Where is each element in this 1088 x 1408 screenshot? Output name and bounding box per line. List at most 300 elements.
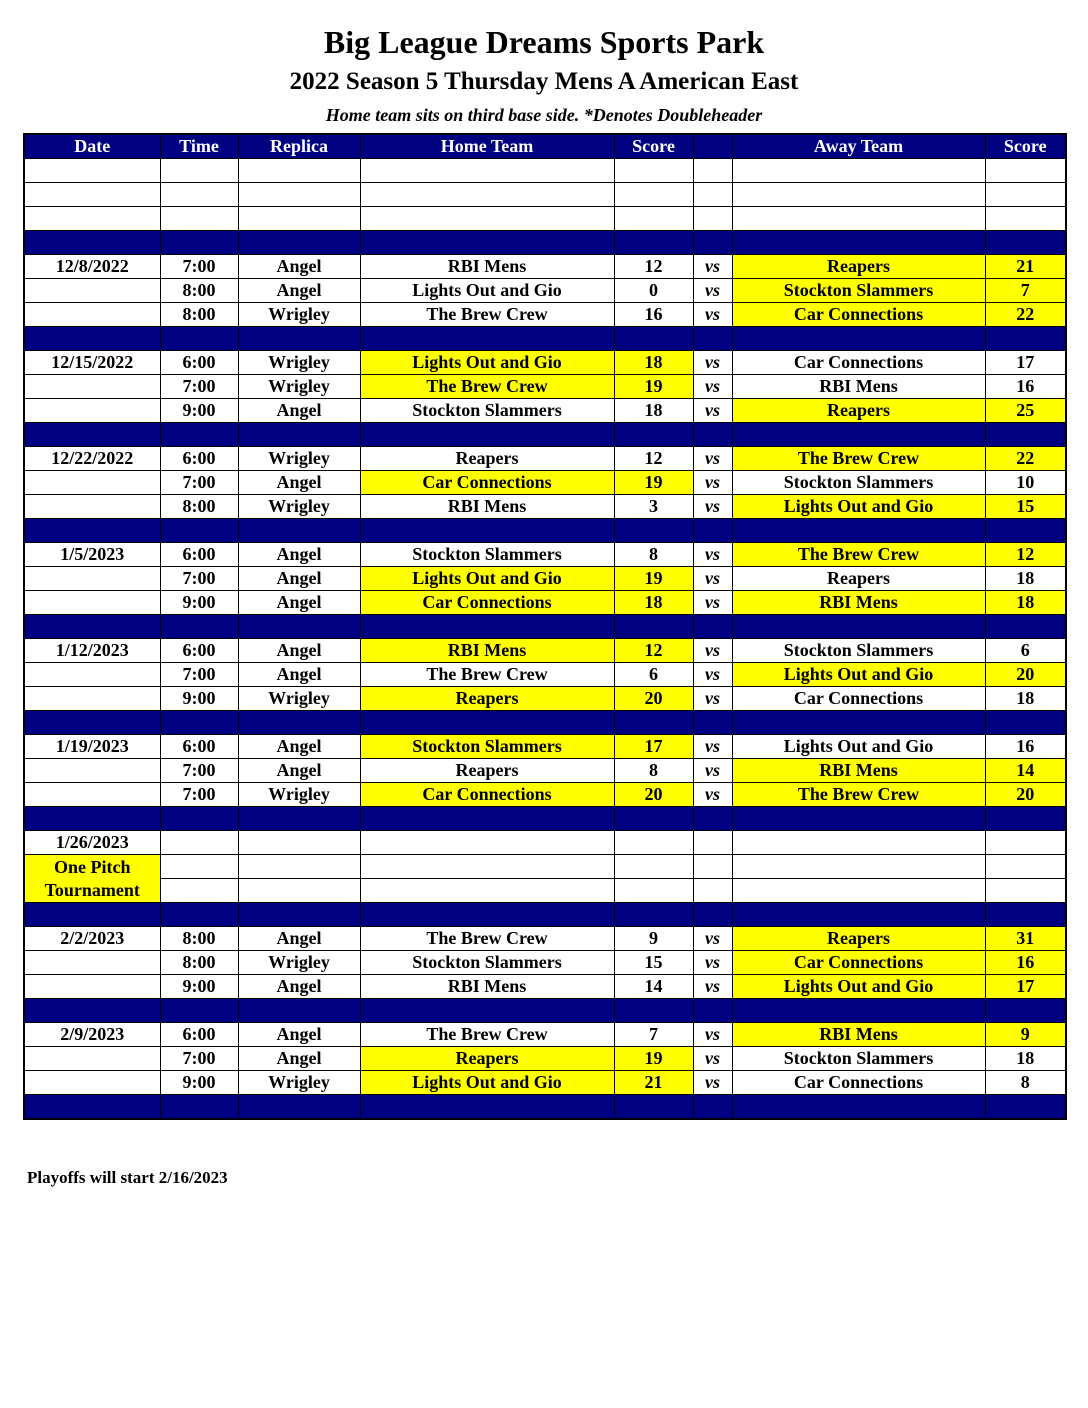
away-team-cell: Reapers bbox=[732, 255, 985, 279]
replica-cell: Angel bbox=[238, 567, 360, 591]
home-team-cell: RBI Mens bbox=[360, 975, 614, 999]
time-cell: 7:00 bbox=[160, 759, 238, 783]
vs-cell: vs bbox=[693, 759, 732, 783]
separator-cell bbox=[160, 903, 238, 927]
date-cell: 1/12/2023 bbox=[24, 639, 160, 663]
schedule-note: Home team sits on third base side. *Denotes Doubleheader bbox=[325, 105, 763, 125]
separator-cell bbox=[614, 519, 693, 543]
home-score-cell: 18 bbox=[614, 399, 693, 423]
game-row bbox=[24, 255, 1066, 279]
replica-cell: Wrigley bbox=[238, 351, 360, 375]
separator-cell bbox=[693, 711, 732, 735]
game-row bbox=[24, 759, 1066, 783]
home-score-cell: 6 bbox=[614, 663, 693, 687]
empty-cell bbox=[732, 831, 985, 855]
separator-cell bbox=[732, 903, 985, 927]
home-score-cell: 21 bbox=[614, 1071, 693, 1095]
date-cell: 12/22/2022 bbox=[24, 447, 160, 471]
time-cell: 7:00 bbox=[160, 471, 238, 495]
replica-cell: Angel bbox=[238, 471, 360, 495]
away-team-cell: Stockton Slammers bbox=[732, 471, 985, 495]
vs-cell: vs bbox=[693, 447, 732, 471]
empty-cell bbox=[160, 159, 238, 183]
game-row bbox=[24, 663, 1066, 687]
home-score-cell: 19 bbox=[614, 375, 693, 399]
col-header-home-team: Home Team bbox=[360, 134, 614, 159]
separator-cell bbox=[693, 519, 732, 543]
vs-cell: vs bbox=[693, 663, 732, 687]
vs-cell: vs bbox=[693, 303, 732, 327]
date-cell: 1/5/2023 bbox=[24, 543, 160, 567]
empty-cell bbox=[360, 207, 614, 231]
home-team-cell: Stockton Slammers bbox=[360, 399, 614, 423]
empty-cell bbox=[614, 159, 693, 183]
separator-cell bbox=[614, 231, 693, 255]
home-team-cell: Reapers bbox=[360, 759, 614, 783]
home-team-cell: Lights Out and Gio bbox=[360, 279, 614, 303]
week-separator-row bbox=[24, 615, 1066, 639]
separator-cell bbox=[614, 1095, 693, 1120]
time-cell: 7:00 bbox=[160, 663, 238, 687]
time-cell: 6:00 bbox=[160, 735, 238, 759]
separator-cell bbox=[693, 1095, 732, 1120]
empty-cell bbox=[693, 159, 732, 183]
home-score-cell: 9 bbox=[614, 927, 693, 951]
date-cell: 2/9/2023 bbox=[24, 1023, 160, 1047]
home-score-cell: 20 bbox=[614, 687, 693, 711]
time-cell: 7:00 bbox=[160, 783, 238, 807]
separator-cell bbox=[985, 903, 1066, 927]
separator-cell bbox=[160, 1095, 238, 1120]
separator-cell bbox=[985, 327, 1066, 351]
away-score-cell: 17 bbox=[985, 351, 1066, 375]
separator-cell bbox=[732, 519, 985, 543]
empty-cell bbox=[732, 183, 985, 207]
home-score-cell: 18 bbox=[614, 591, 693, 615]
away-score-cell: 18 bbox=[985, 1047, 1066, 1071]
home-team-cell: The Brew Crew bbox=[360, 1023, 614, 1047]
away-score-cell: 18 bbox=[985, 567, 1066, 591]
time-cell: 8:00 bbox=[160, 303, 238, 327]
away-team-cell: Stockton Slammers bbox=[732, 1047, 985, 1071]
vs-cell: vs bbox=[693, 591, 732, 615]
separator-cell bbox=[24, 615, 160, 639]
replica-cell: Angel bbox=[238, 279, 360, 303]
empty-cell bbox=[693, 879, 732, 903]
away-score-cell: 12 bbox=[985, 543, 1066, 567]
time-cell: 7:00 bbox=[160, 567, 238, 591]
home-team-cell: Car Connections bbox=[360, 783, 614, 807]
week-separator-row bbox=[24, 999, 1066, 1023]
separator-cell bbox=[238, 903, 360, 927]
home-team-cell: RBI Mens bbox=[360, 639, 614, 663]
separator-cell bbox=[238, 1095, 360, 1120]
home-score-cell: 17 bbox=[614, 735, 693, 759]
replica-cell: Angel bbox=[238, 639, 360, 663]
away-score-cell: 8 bbox=[985, 1071, 1066, 1095]
game-row bbox=[24, 471, 1066, 495]
away-score-cell: 9 bbox=[985, 1023, 1066, 1047]
schedule-body bbox=[24, 159, 1066, 1120]
date-cell bbox=[24, 975, 160, 999]
home-score-cell: 12 bbox=[614, 447, 693, 471]
replica-cell: Wrigley bbox=[238, 951, 360, 975]
replica-cell: Angel bbox=[238, 255, 360, 279]
separator-cell bbox=[732, 807, 985, 831]
empty-cell bbox=[732, 855, 985, 879]
away-team-cell: RBI Mens bbox=[732, 1023, 985, 1047]
time-cell: 8:00 bbox=[160, 951, 238, 975]
separator-cell bbox=[614, 327, 693, 351]
week-separator-row bbox=[24, 1095, 1066, 1120]
page-title: Big League Dreams Sports Park bbox=[323, 24, 765, 60]
empty-row bbox=[24, 159, 1066, 183]
vs-cell: vs bbox=[693, 975, 732, 999]
vs-cell: vs bbox=[693, 927, 732, 951]
separator-cell bbox=[985, 231, 1066, 255]
col-header-date: Date bbox=[24, 134, 160, 159]
separator-cell bbox=[360, 423, 614, 447]
date-cell bbox=[24, 495, 160, 519]
replica-cell: Angel bbox=[238, 759, 360, 783]
replica-cell: Angel bbox=[238, 927, 360, 951]
separator-cell bbox=[160, 999, 238, 1023]
empty-cell bbox=[732, 159, 985, 183]
separator-cell bbox=[985, 711, 1066, 735]
vs-cell: vs bbox=[693, 687, 732, 711]
separator-cell bbox=[985, 615, 1066, 639]
separator-cell bbox=[238, 999, 360, 1023]
col-header-replica: Replica bbox=[238, 134, 360, 159]
separator-cell bbox=[614, 615, 693, 639]
away-team-cell: RBI Mens bbox=[732, 591, 985, 615]
schedule-table bbox=[23, 133, 1067, 1120]
date-cell bbox=[24, 687, 160, 711]
away-team-cell: Lights Out and Gio bbox=[732, 663, 985, 687]
vs-cell: vs bbox=[693, 399, 732, 423]
tournament-row-continued bbox=[24, 879, 1066, 903]
away-score-cell: 14 bbox=[985, 759, 1066, 783]
empty-cell bbox=[614, 831, 693, 855]
replica-cell: Angel bbox=[238, 735, 360, 759]
empty-cell bbox=[614, 207, 693, 231]
away-score-cell: 22 bbox=[985, 447, 1066, 471]
separator-cell bbox=[614, 711, 693, 735]
time-cell: 6:00 bbox=[160, 1023, 238, 1047]
separator-cell bbox=[360, 903, 614, 927]
week-separator-row bbox=[24, 231, 1066, 255]
home-team-cell: The Brew Crew bbox=[360, 375, 614, 399]
vs-cell: vs bbox=[693, 255, 732, 279]
date-cell bbox=[24, 567, 160, 591]
away-score-cell: 20 bbox=[985, 663, 1066, 687]
time-cell: 6:00 bbox=[160, 543, 238, 567]
tournament-label-line2: Tournament bbox=[44, 879, 140, 900]
game-row bbox=[24, 927, 1066, 951]
separator-cell bbox=[614, 903, 693, 927]
replica-cell: Wrigley bbox=[238, 783, 360, 807]
separator-cell bbox=[614, 999, 693, 1023]
empty-cell bbox=[614, 855, 693, 879]
week-separator-row bbox=[24, 903, 1066, 927]
empty-cell bbox=[238, 831, 360, 855]
empty-cell bbox=[360, 831, 614, 855]
empty-cell bbox=[238, 855, 360, 879]
home-team-cell: Lights Out and Gio bbox=[360, 567, 614, 591]
replica-cell: Angel bbox=[238, 663, 360, 687]
separator-cell bbox=[24, 423, 160, 447]
game-row bbox=[24, 735, 1066, 759]
date-cell: 12/15/2022 bbox=[24, 351, 160, 375]
separator-cell bbox=[160, 231, 238, 255]
away-team-cell: Car Connections bbox=[732, 1071, 985, 1095]
time-cell: 7:00 bbox=[160, 375, 238, 399]
home-score-cell: 8 bbox=[614, 543, 693, 567]
time-cell: 6:00 bbox=[160, 351, 238, 375]
vs-cell: vs bbox=[693, 783, 732, 807]
empty-cell bbox=[614, 879, 693, 903]
week-separator-row bbox=[24, 327, 1066, 351]
separator-cell bbox=[360, 807, 614, 831]
separator-cell bbox=[238, 327, 360, 351]
away-team-cell: Lights Out and Gio bbox=[732, 495, 985, 519]
separator-cell bbox=[693, 327, 732, 351]
vs-cell: vs bbox=[693, 1047, 732, 1071]
vs-cell: vs bbox=[693, 471, 732, 495]
date-cell bbox=[24, 591, 160, 615]
empty-cell bbox=[160, 855, 238, 879]
empty-cell bbox=[985, 879, 1066, 903]
vs-cell: vs bbox=[693, 351, 732, 375]
time-cell: 8:00 bbox=[160, 279, 238, 303]
date-cell bbox=[24, 471, 160, 495]
game-row bbox=[24, 1071, 1066, 1095]
away-score-cell: 18 bbox=[985, 687, 1066, 711]
game-row bbox=[24, 639, 1066, 663]
away-team-cell: Reapers bbox=[732, 567, 985, 591]
home-score-cell: 12 bbox=[614, 255, 693, 279]
away-team-cell: Stockton Slammers bbox=[732, 639, 985, 663]
playoffs-note: Playoffs will start 2/16/2023 bbox=[27, 1168, 228, 1187]
vs-cell: vs bbox=[693, 375, 732, 399]
empty-cell bbox=[238, 207, 360, 231]
date-cell bbox=[24, 279, 160, 303]
home-team-cell: Lights Out and Gio bbox=[360, 1071, 614, 1095]
game-row bbox=[24, 783, 1066, 807]
game-row bbox=[24, 975, 1066, 999]
empty-cell bbox=[693, 831, 732, 855]
empty-cell bbox=[693, 207, 732, 231]
week-separator-row bbox=[24, 807, 1066, 831]
away-team-cell: The Brew Crew bbox=[732, 543, 985, 567]
separator-cell bbox=[238, 711, 360, 735]
away-score-cell: 17 bbox=[985, 975, 1066, 999]
home-score-cell: 20 bbox=[614, 783, 693, 807]
date-cell bbox=[24, 951, 160, 975]
vs-cell: vs bbox=[693, 1071, 732, 1095]
game-row bbox=[24, 687, 1066, 711]
away-score-cell: 16 bbox=[985, 735, 1066, 759]
away-score-cell: 10 bbox=[985, 471, 1066, 495]
home-team-cell: RBI Mens bbox=[360, 255, 614, 279]
separator-cell bbox=[24, 231, 160, 255]
separator-cell bbox=[238, 807, 360, 831]
empty-cell bbox=[985, 207, 1066, 231]
separator-cell bbox=[160, 711, 238, 735]
empty-cell bbox=[693, 183, 732, 207]
date-cell bbox=[24, 759, 160, 783]
time-cell: 9:00 bbox=[160, 687, 238, 711]
empty-cell bbox=[24, 207, 160, 231]
tournament-label-line1: One Pitch bbox=[54, 856, 131, 877]
separator-cell bbox=[614, 807, 693, 831]
tournament-cell bbox=[24, 855, 160, 903]
time-cell: 7:00 bbox=[160, 255, 238, 279]
empty-cell bbox=[24, 183, 160, 207]
empty-cell bbox=[732, 207, 985, 231]
away-team-cell: Lights Out and Gio bbox=[732, 975, 985, 999]
separator-cell bbox=[693, 807, 732, 831]
tournament-row bbox=[24, 855, 1066, 879]
col-header-away-score: Score bbox=[985, 134, 1066, 159]
away-team-cell: RBI Mens bbox=[732, 375, 985, 399]
page-subtitle: 2022 Season 5 Thursday Mens A American East bbox=[289, 68, 799, 95]
away-team-cell: Car Connections bbox=[732, 351, 985, 375]
replica-cell: Angel bbox=[238, 543, 360, 567]
home-team-cell: Lights Out and Gio bbox=[360, 351, 614, 375]
separator-cell bbox=[732, 1095, 985, 1120]
empty-cell bbox=[160, 183, 238, 207]
time-cell: 7:00 bbox=[160, 1047, 238, 1071]
empty-cell bbox=[238, 879, 360, 903]
away-team-cell: Reapers bbox=[732, 927, 985, 951]
away-team-cell: The Brew Crew bbox=[732, 447, 985, 471]
vs-cell: vs bbox=[693, 279, 732, 303]
vs-cell: vs bbox=[693, 543, 732, 567]
date-cell bbox=[24, 375, 160, 399]
home-score-cell: 14 bbox=[614, 975, 693, 999]
game-row bbox=[24, 351, 1066, 375]
home-score-cell: 15 bbox=[614, 951, 693, 975]
empty-cell bbox=[360, 879, 614, 903]
empty-cell bbox=[160, 831, 238, 855]
separator-cell bbox=[732, 711, 985, 735]
empty-cell bbox=[360, 159, 614, 183]
empty-cell bbox=[732, 879, 985, 903]
separator-cell bbox=[360, 999, 614, 1023]
home-score-cell: 8 bbox=[614, 759, 693, 783]
separator-cell bbox=[985, 999, 1066, 1023]
header-row bbox=[24, 134, 1066, 159]
separator-cell bbox=[732, 231, 985, 255]
away-team-cell: Car Connections bbox=[732, 303, 985, 327]
away-score-cell: 16 bbox=[985, 951, 1066, 975]
empty-cell bbox=[985, 159, 1066, 183]
empty-row bbox=[24, 207, 1066, 231]
separator-cell bbox=[732, 999, 985, 1023]
empty-cell bbox=[160, 879, 238, 903]
date-cell bbox=[24, 1047, 160, 1071]
separator-cell bbox=[238, 615, 360, 639]
away-team-cell: Reapers bbox=[732, 399, 985, 423]
separator-cell bbox=[985, 1095, 1066, 1120]
away-score-cell: 7 bbox=[985, 279, 1066, 303]
col-header-vs bbox=[693, 134, 732, 159]
separator-cell bbox=[24, 999, 160, 1023]
home-team-cell: Stockton Slammers bbox=[360, 543, 614, 567]
home-score-cell: 7 bbox=[614, 1023, 693, 1047]
empty-cell bbox=[360, 183, 614, 207]
away-team-cell: Car Connections bbox=[732, 687, 985, 711]
replica-cell: Wrigley bbox=[238, 495, 360, 519]
home-team-cell: Car Connections bbox=[360, 591, 614, 615]
home-team-cell: Stockton Slammers bbox=[360, 735, 614, 759]
empty-cell bbox=[360, 855, 614, 879]
vs-cell: vs bbox=[693, 735, 732, 759]
week-separator-row bbox=[24, 423, 1066, 447]
away-score-cell: 15 bbox=[985, 495, 1066, 519]
empty-cell bbox=[614, 183, 693, 207]
away-score-cell: 25 bbox=[985, 399, 1066, 423]
away-score-cell: 6 bbox=[985, 639, 1066, 663]
home-team-cell: The Brew Crew bbox=[360, 303, 614, 327]
game-row bbox=[24, 567, 1066, 591]
separator-cell bbox=[360, 231, 614, 255]
separator-cell bbox=[693, 231, 732, 255]
replica-cell: Wrigley bbox=[238, 303, 360, 327]
separator-cell bbox=[360, 1095, 614, 1120]
empty-row bbox=[24, 183, 1066, 207]
separator-cell bbox=[360, 519, 614, 543]
col-header-time: Time bbox=[160, 134, 238, 159]
home-score-cell: 16 bbox=[614, 303, 693, 327]
away-team-cell: Lights Out and Gio bbox=[732, 735, 985, 759]
home-score-cell: 19 bbox=[614, 567, 693, 591]
time-cell: 9:00 bbox=[160, 975, 238, 999]
separator-cell bbox=[360, 615, 614, 639]
home-score-cell: 12 bbox=[614, 639, 693, 663]
home-team-cell: Reapers bbox=[360, 1047, 614, 1071]
away-score-cell: 31 bbox=[985, 927, 1066, 951]
empty-cell bbox=[693, 855, 732, 879]
separator-cell bbox=[24, 327, 160, 351]
vs-cell: vs bbox=[693, 495, 732, 519]
separator-cell bbox=[24, 519, 160, 543]
date-cell: 12/8/2022 bbox=[24, 255, 160, 279]
separator-cell bbox=[693, 999, 732, 1023]
time-cell: 6:00 bbox=[160, 447, 238, 471]
empty-cell bbox=[985, 183, 1066, 207]
empty-cell bbox=[160, 207, 238, 231]
separator-cell bbox=[360, 711, 614, 735]
separator-cell bbox=[160, 615, 238, 639]
separator-cell bbox=[24, 711, 160, 735]
vs-cell: vs bbox=[693, 567, 732, 591]
replica-cell: Angel bbox=[238, 591, 360, 615]
away-score-cell: 21 bbox=[985, 255, 1066, 279]
separator-cell bbox=[732, 423, 985, 447]
col-header-away-team: Away Team bbox=[732, 134, 985, 159]
away-score-cell: 18 bbox=[985, 591, 1066, 615]
separator-cell bbox=[24, 1095, 160, 1120]
week-separator-row bbox=[24, 519, 1066, 543]
date-cell bbox=[24, 303, 160, 327]
empty-cell bbox=[24, 159, 160, 183]
date-cell: 1/19/2023 bbox=[24, 735, 160, 759]
schedule-row bbox=[24, 831, 1066, 855]
home-score-cell: 3 bbox=[614, 495, 693, 519]
time-cell: 9:00 bbox=[160, 1071, 238, 1095]
